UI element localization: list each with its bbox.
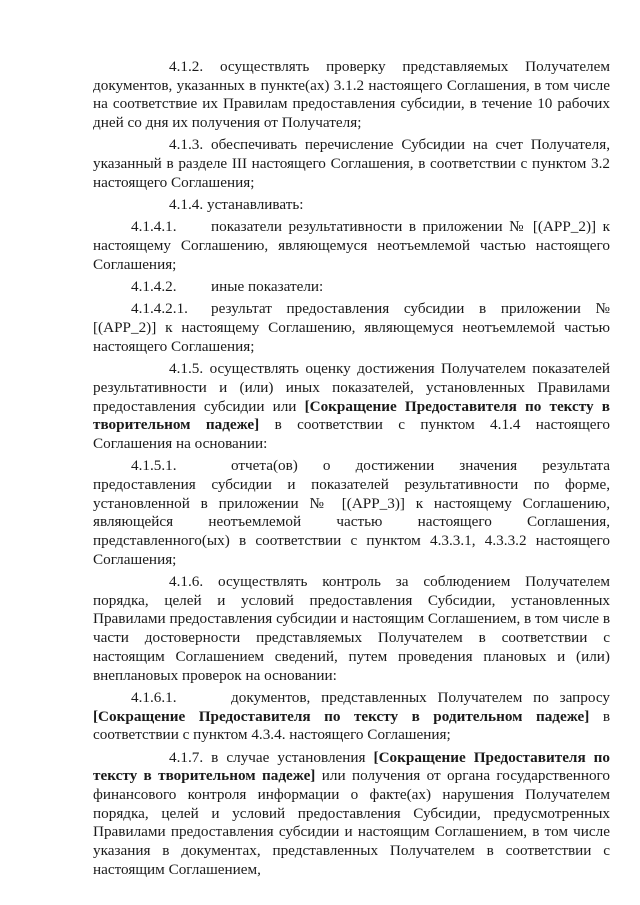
clause-4-1-4-2 [93,278,610,297]
placeholder-grantor-instrumental: [Сокращение Предоставителя по тексту в творительном падеже] [93,397,610,434]
clause-text: результат предоставления субсидии в приложении № [(APP_2)] к настоящему Соглашению, являющемуся неотъемлемой частью настоящего Соглашения; [93,300,610,355]
clause-number: 4.1.2. [169,58,204,75]
clause-4-1-6 [93,573,610,685]
clause-number: 4.1.6.1. [131,688,177,706]
clause-number: 4.1.6. [169,573,204,591]
clause-number: 4.1.3. [169,136,204,154]
clause-number: 4.1.5. [169,360,204,378]
document-body [93,58,610,883]
clause-text: обеспечивать перечисление Субсидии на счет Получателя, указанный в разделе III настоящего Соглашения, в соответствии с пунктом 3.2 настоящего Соглашения; [93,136,610,191]
placeholder-grantor-genitive: [Сокращение Предоставителя по тексту в родительном падеже] [93,707,590,725]
placeholder-grantor-instrumental: [Сокращение Предоставителя по тексту в творительном падеже] [93,748,611,785]
clause-text-a: в случае установления [211,748,374,766]
clause-4-1-4-1 [93,218,610,274]
clause-text: показатели результативности в приложении № [(APP_2)] к настоящему Соглашению, являющемуся неотъемлемой частью настоящего Соглашения; [93,218,610,273]
clause-4-1-4-2-1 [93,300,610,356]
clause-4-1-3 [93,136,610,192]
clause-4-1-5 [93,360,610,454]
clause-text-a: осуществлять оценку достижения Получателем показателей результативности и (или) иных показателей, установленных Правилами предоставления субсидии или [93,360,611,415]
clause-number: 4.1.4.1. [131,218,177,236]
clause-text-a: документов, представленных Получателем по запросу [231,688,610,706]
clause-text-b: в соответствии с пунктом 4.3.4. настоящего Соглашения; [93,707,610,744]
clause-number: 4.1.4.2.1. [131,300,188,318]
clause-4-1-5-1 [93,457,610,569]
clause-text: устанавливать: [206,196,304,214]
clause-4-1-7 [93,749,610,880]
clause-number: 4.1.5.1. [131,457,177,475]
clause-text: осуществлять контроль за соблюдением Получателем порядка, целей и условий предоставления Субсидии, установленных Правилами предоставления субсидии и настоящим Соглашением, в том числе в части достоверности представляемых Получателем в соответствии с настоящим Соглашением сведений, путем проведения плановых и (или) внеплановых проверок на основании: [93,573,610,684]
clause-4-1-6-1 [93,689,610,745]
clause-text: иные показатели: [211,278,324,296]
clause-text-b: в соответствии с пунктом 4.1.4 настоящего Соглашения на основании: [93,416,610,452]
clause-number: 4.1.4.2. [131,278,177,296]
clause-4-1-4 [93,196,610,215]
clause-number: 4.1.4. [169,196,204,214]
clause-text-b: или получения от органа государственного финансового контроля информации о факте(ах) нарушения Получателем порядка, целей и условий предоставления Субсидии, предусмотренных Правилами предоставления субсидии и настоящим Соглашением, в том числе указания в документах, представленных Получателем в соответствии с настоящим Соглашением, [93,767,610,878]
clause-text: осуществлять проверку представляемых Получателем документов, указанных в пункте(ах) 3.1.2 настоящего Соглашения, в том числе на соответствие их Правилам предоставления субсидии, в течение 10 рабочих дней со дня их получения от Получателя; [93,58,610,132]
clause-number: 4.1.7. [169,748,204,766]
clause-4-1-2 [93,58,610,133]
clause-text: отчета(ов) о достижении значения результата предоставления субсидии и показателей результативности по форме, установленной в приложении № [(APP_3)] к настоящему Соглашению, являющейся неотъемлемой частью настоящего Соглашения, представленного(ых) в соответствии с пунктом 4.3.3.1, 4.3.3.2 настоящего Соглашения; [93,457,610,568]
